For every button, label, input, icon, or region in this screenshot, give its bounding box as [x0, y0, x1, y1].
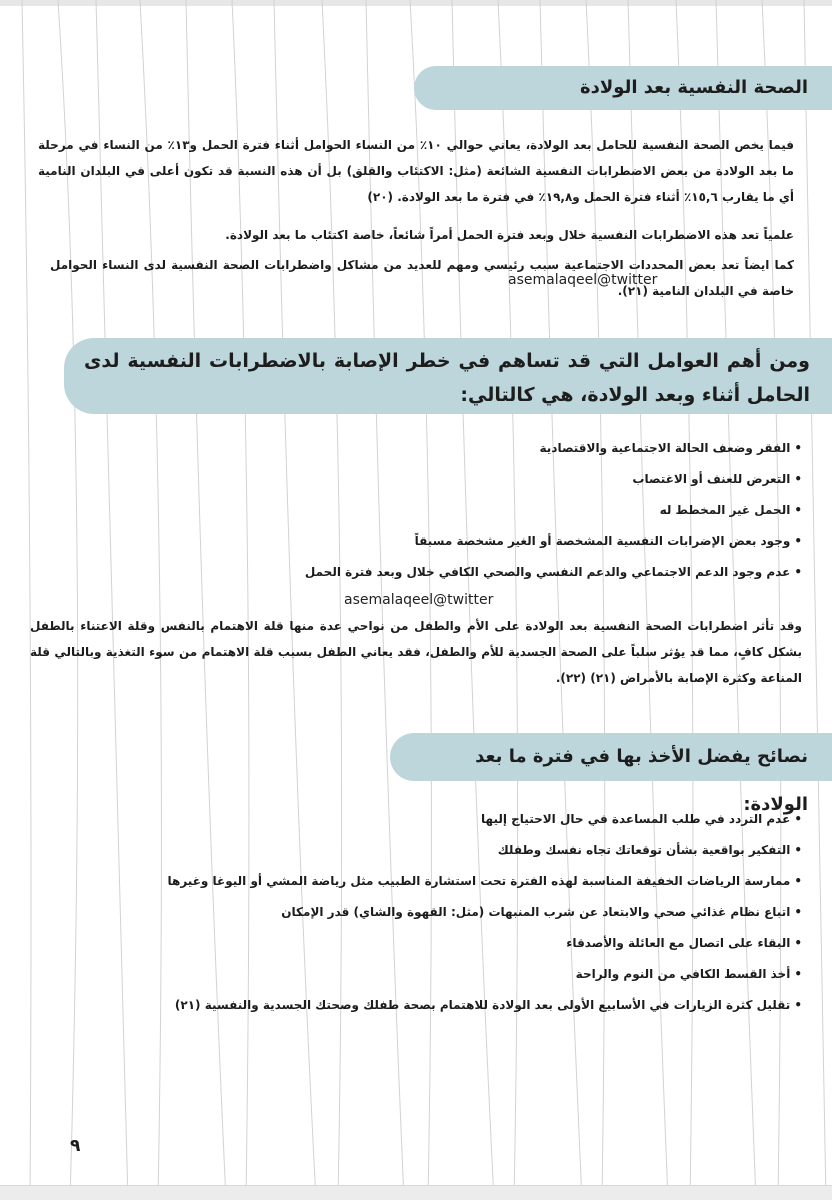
social-determinants-paragraph: كما ايضاً تعد بعض المحددات الاجتماعية سبب رئيسي ومهم للعديد من مشاكل واضطرابات الصحة النفسية لدى النساء الحوامل خاصة في البلدان النامية (٢١). — [50, 258, 794, 298]
risk-factors-list — [305, 433, 802, 588]
list-item: • الفقر وضعف الحالة الاجتماعية والاقتصادية — [305, 433, 802, 464]
twitter-watermark: asemalaqeel@twitter — [508, 272, 658, 288]
list-item: • وجود بعض الإضرابات النفسية المشخصة أو الغير مشخصة مسبقاً — [305, 526, 802, 557]
list-item: • أخذ القسط الكافي من النوم والراحة — [168, 959, 803, 990]
postpartum-tips-list — [168, 804, 803, 1021]
list-item: • تقليل كثرة الزيارات في الأسابيع الأولى بعد الولادة للاهتمام بصحة طفلك وصحتك الجسدية والنفسية (٢١) — [168, 990, 803, 1021]
section-heading-risk-factors: ومن أهم العوامل التي قد تساهم في خطر الإصابة بالاضطرابات النفسية لدى الحامل أثناء وبعد الولادة، هي كالتالي: — [64, 338, 832, 414]
list-item: • عدم وجود الدعم الاجتماعي والدعم النفسي والصحي الكافي خلال وبعد فترة الحمل — [305, 557, 802, 588]
section-heading-postpartum-tips: نصائح يفضل الأخذ بها في فترة ما بعد الولادة: — [390, 733, 832, 781]
list-item: • عدم التردد في طلب المساعدة في حال الاحتياج إليها — [168, 804, 803, 835]
list-item: • التفكير بواقعية بشأن توقعاتك تجاه نفسك وطفلك — [168, 835, 803, 866]
list-item: • الحمل غير المخطط له — [305, 495, 802, 526]
list-item: • اتباع نظام غذائي صحي والابتعاد عن شرب المنبهات (مثل: القهوة والشاي) قدر الإمكان — [168, 897, 803, 928]
effects-paragraph: وقد تأثر اضطرابات الصحة النفسية بعد الولادة على الأم والطفل من نواحي عدة منها قلة الاهتمام بالنفس وقلة الاعتناء بالطفل بشكل كافٍ، مما قد يؤثر سلباً على الصحة الجسدية للأم والطفل، فقد يعاني الطفل بسبب قلة الاهتمام من سوء التغذية وبالتالي قلة المناعة وكثرة الإصابة بالأمراض (٢١) (٢٢). — [30, 619, 802, 685]
list-item: • التعرض للعنف أو الاغتصاب — [305, 464, 802, 495]
twitter-watermark: asemalaqeel@twitter — [344, 592, 494, 608]
bottom-frame-strip — [0, 1185, 832, 1200]
common-disorders-paragraph: علمياً تعد هذه الاضطرابات النفسية خلال وبعد فترة الحمل أمراً شائعاً، خاصة اكتئاب ما بعد الولادة. — [225, 228, 794, 242]
intro-paragraph: فيما يخص الصحة النفسية للحامل بعد الولادة، يعاني حوالي ١٠٪ من النساء الحوامل أثناء فترة الحمل و١٣٪ من النساء في مرحلة ما بعد الولادة من بعض الاضطرابات النفسية الشائعة (مثل: الاكتئاب والقلق) بل أن هذه النسبة قد تكون أعلى في البلدان النامية أي ما يقارب ١٥,٦٪ أثناء فترة الحمل و١٩,٨٪ في فترة ما بعد الولادة. (٢٠) — [38, 138, 794, 204]
section-heading-postpartum-mental-health: الصحة النفسية بعد الولادة — [414, 66, 832, 110]
list-item: • ممارسة الرياضات الخفيفة المناسبة لهذه الفترة تحت استشارة الطبيب مثل رياضة المشي أو اليوغا وغيرها — [168, 866, 803, 897]
page-number: ٩ — [70, 1136, 81, 1156]
list-item: • البقاء على اتصال مع العائلة والأصدقاء — [168, 928, 803, 959]
